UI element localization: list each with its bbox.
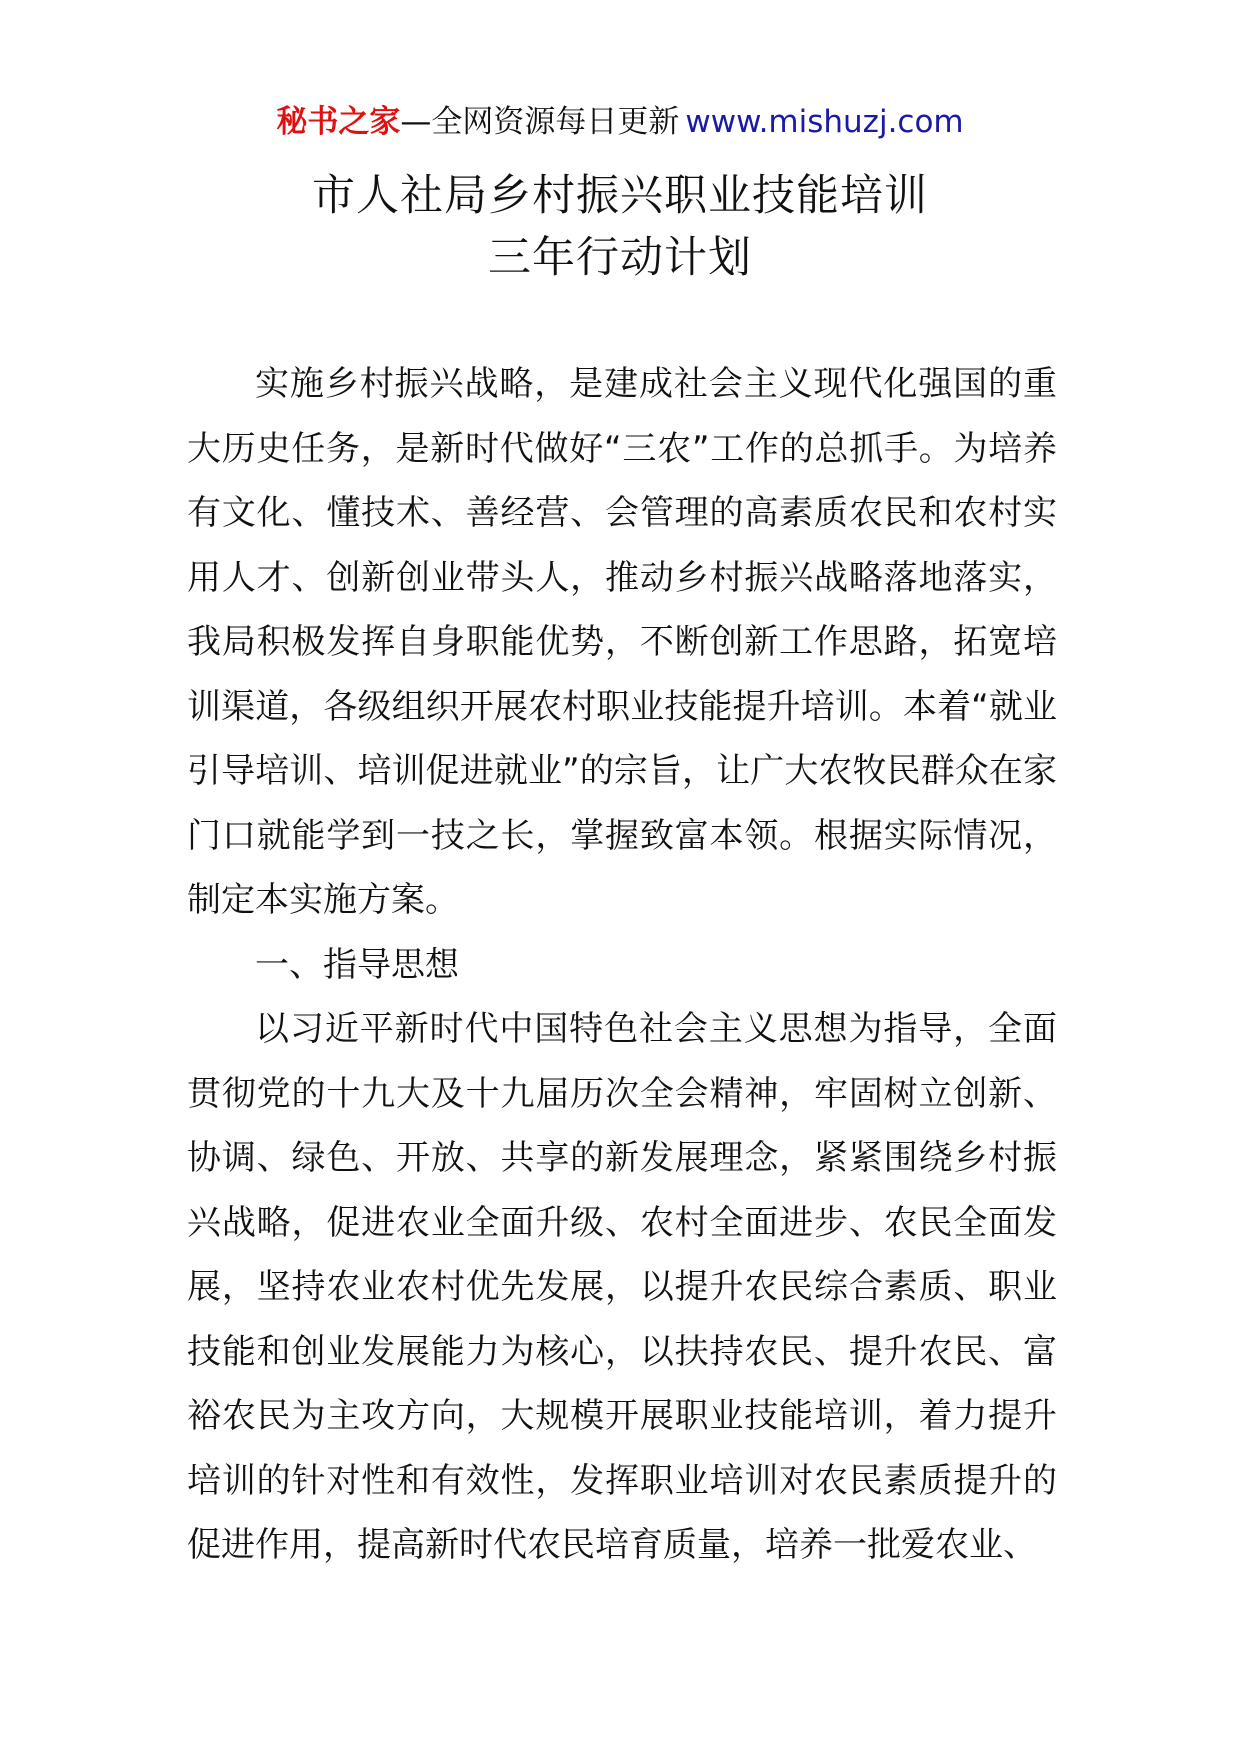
document-title-line-1: 市人社局乡村振兴职业技能培训 (312, 171, 928, 221)
brand-name: 秘书之家 (276, 104, 401, 140)
guiding-ideology-paragraph: 以习近平新时代中国特色社会主义思想为指导，全面贯彻党的十九大及十九届历次全会精神，牢固树立创新、协调、绿色、开放、共享的新发展理念，紧紧围绕乡村振兴战略，促进农业全面升级、农村全面进步、农民全面发展，坚持农业农村优先发展，以提升农民综合素质、职业技能和创业发展能力为核心，以扶持农民、提升农民、富裕农民为主攻方向，大规模开展职业技能培训，着力提升培训的针对性和有效性，发挥职业培训对农民素质提升的促进作用，提高新时代农民培育质量，培养一批爱农业、 (187, 1009, 1057, 1565)
section-heading-guiding-ideology: 一、指导思想 (255, 944, 459, 985)
header-tagline: —全网资源每日更新 (400, 104, 680, 140)
document-title-line-2: 三年行动计划 (488, 233, 752, 283)
header-banner (0, 100, 1240, 144)
intro-paragraph: 实施乡村振兴战略，是建成社会主义现代化强国的重大历史任务，是新时代做好“三农”工作的总抓手。为培养有文化、懂技术、善经营、会管理的高素质农民和农村实用人才、创新创业带头人，推动乡村振兴战略落地落实，我局积极发挥自身职能优势，不断创新工作思路，拓宽培训渠道，各级组织开展农村职业技能提升培训。本着“就业引导培训、培训促进就业”的宗旨，让广大农牧民群众在家门口就能学到一技之长，掌握致富本领。根据实际情况，制定本实施方案。 (187, 364, 1057, 920)
document-body (187, 352, 1057, 1578)
site-url-link[interactable]: www.mishuzj.com (685, 104, 964, 140)
